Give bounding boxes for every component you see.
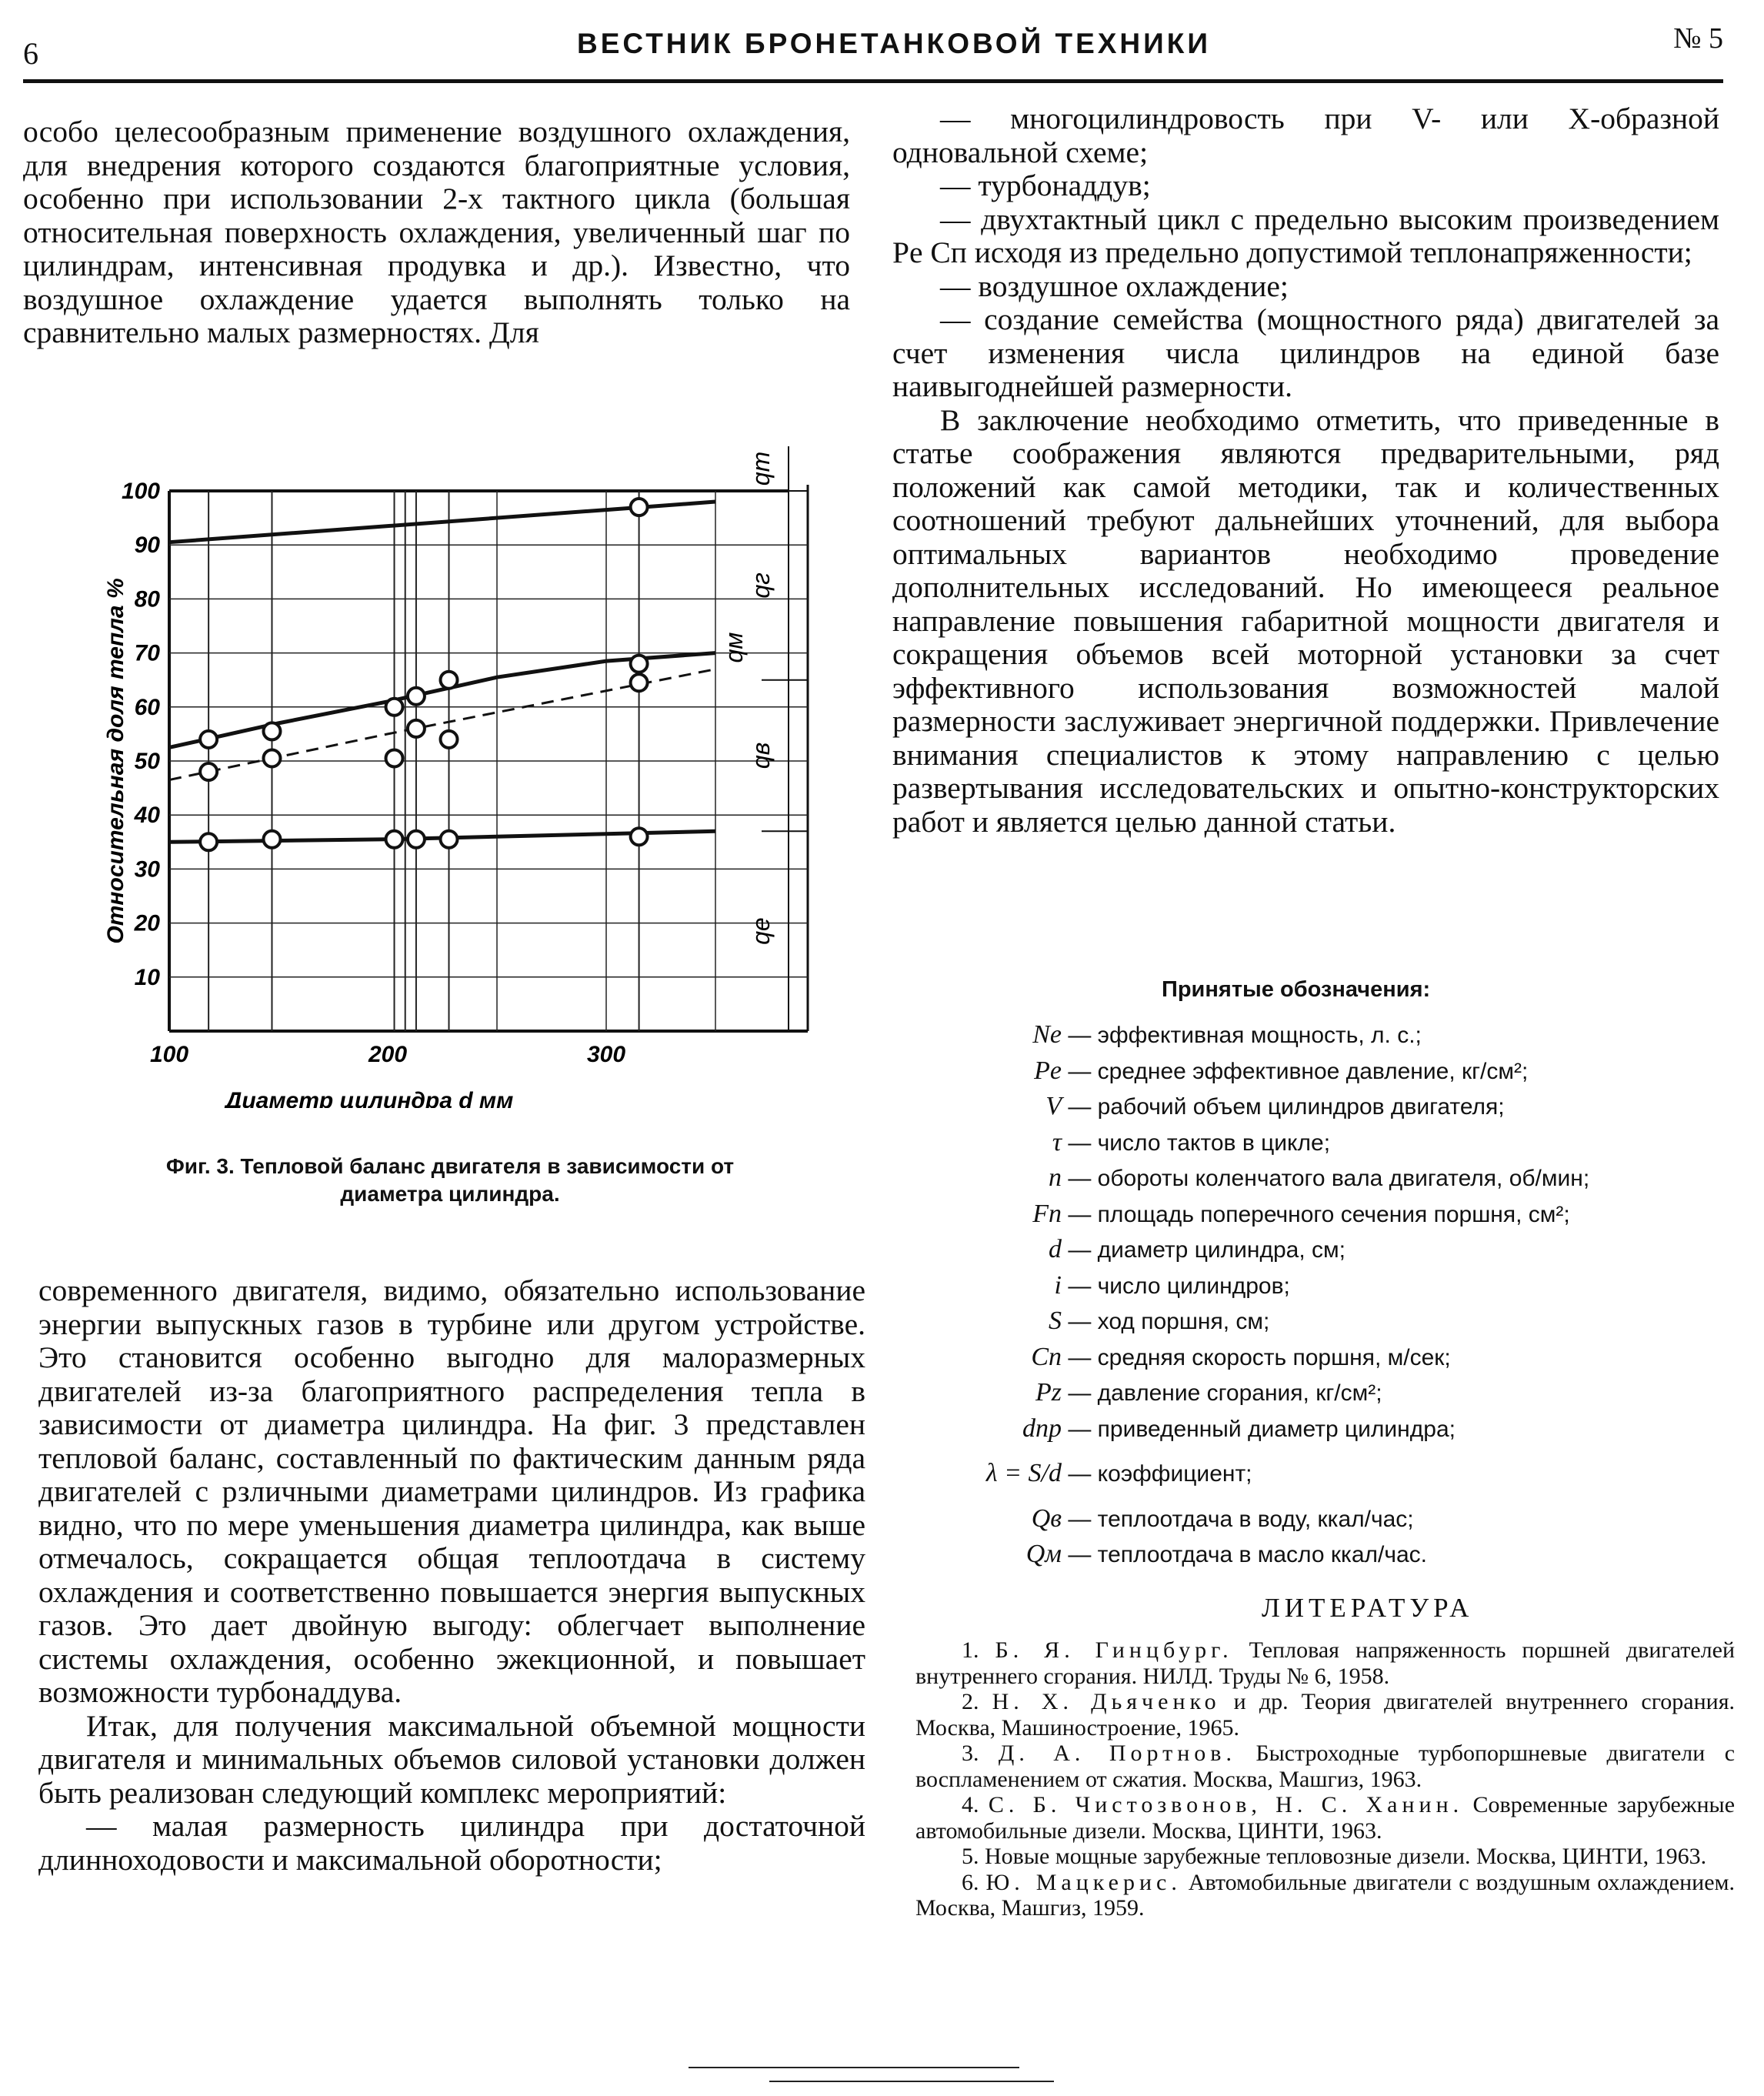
- data-point: [441, 731, 458, 748]
- reference-item: [915, 1792, 1735, 1844]
- notation-description: — средняя скорость поршня, м/сек;: [1062, 1344, 1451, 1370]
- data-point: [386, 831, 403, 848]
- data-point: [408, 831, 425, 848]
- y-tick-label: 100: [121, 479, 160, 504]
- journal-title: ВЕСТНИК БРОНЕТАНКОВОЙ ТЕХНИКИ: [577, 28, 1211, 59]
- reference-item: [915, 1741, 1735, 1792]
- reference-author: Б. Я. Гинцбург.: [995, 1637, 1233, 1663]
- notation-symbol: Cп: [1031, 1342, 1062, 1371]
- notation-symbol: S: [1049, 1307, 1062, 1335]
- reference-author: Н. Х. Дьяченко: [992, 1689, 1221, 1714]
- notation-symbol: d: [1049, 1235, 1062, 1263]
- notation-item: [908, 1200, 1570, 1235]
- notation-symbol: n: [1049, 1163, 1062, 1192]
- notation-symbol: τ: [1052, 1127, 1062, 1156]
- notation-symbol: Qв: [1031, 1504, 1062, 1533]
- x-tick-label: 300: [586, 1042, 626, 1067]
- figure-heat-balance: [92, 416, 823, 1108]
- x-tick-label: 200: [368, 1042, 408, 1067]
- reference-item: [915, 1870, 1735, 1921]
- notation-description: — площадь поперечного сечения поршня, см²;: [1062, 1201, 1570, 1227]
- notation-description: — теплоотдача в воду, ккал/час;: [1062, 1506, 1414, 1532]
- reference-author: С. Б. Чистозвонов, Н. С. Ханин.: [988, 1792, 1464, 1817]
- notation-description: — диаметр цилиндра, см;: [1062, 1237, 1346, 1263]
- data-point: [631, 499, 648, 516]
- notation-item: [908, 1128, 1330, 1163]
- notation-item: [908, 1271, 1290, 1307]
- notation-item: [908, 1504, 1414, 1540]
- reference-number: 5.: [962, 1844, 985, 1869]
- paragraph: В заключение необходимо отметить, что приведенные в статье соображения являются предварительными, ряд положений как самой методики, так и количественных соотношений требуют дальнейших уточнений, для выбора оптимальных вариантов необходимо проведение дополнительных исследований. Но имеющееся реальное направление повышения габаритной мощности двигателя и сокращения объемов всей моторной установки за счет эффективного использования возможностей малой размерности заслуживает энергичной поддержки. Привлечение внимания специалистов к этому направлению с целью развертывания исследовательских и опытно-конструкторских работ и является целью данной статьи.: [892, 402, 1719, 839]
- notation-description: — число тактов в цикле;: [1062, 1130, 1331, 1156]
- paragraph: — турбонаддув;: [940, 169, 1151, 202]
- notation-symbol: Fп: [1032, 1199, 1062, 1228]
- paragraph: особо целесообразным применение воздушного охлаждения, для внедрения которого создаются благоприятные условия, особенно при использовании 2-х тактного цикла (большая относительная поверхность охлаждения, увеличенный шаг по цилиндрам, интенсивная продувка и др.). Известно, что воздушное охлаждение удается выполнять только на сравнительно малых размерностях. Для: [23, 115, 850, 349]
- data-point: [441, 831, 458, 848]
- notation-item: [908, 1235, 1346, 1270]
- caption-line-2: диаметра цилиндра.: [340, 1182, 560, 1206]
- bracket-label: qг: [747, 572, 775, 599]
- notation-symbol: Pe: [1034, 1056, 1062, 1085]
- right-column: [892, 102, 1719, 839]
- literature-title: ЛИТЕРАТУРА: [1262, 1593, 1474, 1623]
- data-point: [631, 674, 648, 691]
- heat-balance-chart: [92, 416, 823, 1108]
- notation-symbol: V: [1045, 1092, 1062, 1120]
- y-tick-label: 50: [134, 749, 160, 774]
- data-point: [200, 731, 217, 748]
- bracket-label: qе: [747, 917, 775, 945]
- left-column-bottom: [38, 1274, 865, 1877]
- data-point: [631, 656, 648, 673]
- notation-item: [908, 1540, 1427, 1575]
- data-point: [386, 749, 403, 766]
- notation-description: — среднее эффективное давление, кг/см²;: [1062, 1058, 1529, 1084]
- notation-description: — эффективная мощность, л. с.;: [1062, 1023, 1422, 1048]
- data-point: [631, 828, 648, 845]
- left-column-top: [23, 115, 850, 350]
- notation-description: — обороты коленчатого вала двигателя, об/мин;: [1062, 1166, 1590, 1191]
- paragraph: — многоцилиндровость при V- или X-образной одновальной схеме;: [892, 102, 1719, 169]
- notation-symbol: i: [1054, 1270, 1062, 1300]
- notation-description: — рабочий объем цилиндров двигателя;: [1062, 1094, 1505, 1120]
- y-tick-label: 80: [134, 586, 160, 612]
- notation-symbol: dпр: [1022, 1413, 1062, 1443]
- paragraph: — двухтактный цикл с предельно высоким произведением Pe Cп исходя из предельно допустимой теплонапряженности;: [892, 202, 1719, 269]
- literature-list: [915, 1637, 1735, 1921]
- reference-text: Современные зарубежные автомобильные дизели. Москва, ЦИНТИ, 1963.: [915, 1792, 1736, 1844]
- notation-item: [908, 1307, 1269, 1342]
- y-tick-label: 70: [134, 640, 160, 666]
- header-rule: [23, 79, 1723, 83]
- notation-description: — число цилиндров;: [1062, 1273, 1290, 1299]
- notation-item: [908, 1020, 1422, 1056]
- notation-item: [908, 1414, 1456, 1450]
- notation-symbol: Ne: [1032, 1020, 1062, 1049]
- reference-number: 4.: [962, 1792, 989, 1817]
- reference-item: [915, 1637, 1735, 1689]
- reference-number: 6.: [962, 1869, 986, 1895]
- reference-text: и др. Теория двигателей внутреннего сгорания. Москва, Машиностроение, 1965.: [915, 1689, 1735, 1741]
- data-point: [386, 699, 403, 716]
- x-tick-label: 100: [149, 1042, 189, 1067]
- data-point: [200, 763, 217, 780]
- reference-item: [915, 1844, 1735, 1870]
- y-tick-label: 60: [134, 694, 160, 720]
- paragraph: Итак, для получения максимальной объемной мощности двигателя и минимальных объемов силовой установки должен быть реализован следующий комплекс мероприятий:: [38, 1708, 865, 1810]
- reference-number: 1.: [962, 1637, 995, 1663]
- footer-rule: [689, 2067, 1019, 2068]
- bracket-label: qт: [747, 451, 775, 486]
- footer-rule: [769, 2081, 1054, 2082]
- notation-symbol: Qм: [1025, 1540, 1062, 1568]
- bracket-label: qв: [747, 742, 775, 769]
- reference-text: Тепловая напряженность поршней двигателей внутреннего сгорания. НИЛД. Труды № 6, 1958.: [915, 1637, 1736, 1689]
- reference-text: Автомобильные двигатели с воздушным охлаждением. Москва, Машгиз, 1959.: [915, 1869, 1736, 1921]
- reference-author: Ю. Мацкерис.: [985, 1869, 1182, 1895]
- notation-title: Принятые обозначения:: [1162, 977, 1431, 1002]
- paragraph: — создание семейства (мощностного ряда) двигателей за счет изменения числа цилиндров на единой базе наивыгоднейшей размерности.: [892, 302, 1719, 403]
- data-point: [263, 831, 280, 848]
- data-point: [263, 723, 280, 739]
- page-number: 6: [23, 36, 38, 71]
- reference-text: Быстроходные турбопоршневые двигатели с воспламенением от сжатия. Москва, Машгиз, 1963.: [915, 1741, 1736, 1792]
- notation-description: — коэффициент;: [1062, 1461, 1252, 1487]
- y-axis-label: Относительная доля тепла %: [103, 578, 128, 944]
- notation-description: — давление сгорания, кг/см²;: [1062, 1380, 1382, 1406]
- caption-line-1: Фиг. 3. Тепловой баланс двигателя в зависимости от: [165, 1154, 735, 1178]
- reference-author: Д. А. Портнов.: [998, 1741, 1236, 1766]
- notation-item: [908, 1056, 1528, 1092]
- paragraph: современного двигателя, видимо, обязательно использование энергии выпускных газов в турбине или другом устройстве. Это становится особенно выгодно для малоразмерных двигателей из-за благоприятного распределения тепла в зависимости от диаметра цилиндра. На фиг. 3 представлен тепловой баланс, составленный по фактическим данным ряда двигателей с рзличными диаметрами цилиндров. Из графика видно, что по мере уменьшения диаметра цилиндра, как выше отмечалось, сокращается общая теплоотдача в систему охлаждения и соответственно повышается энергия выпускных газов. Это дает двойную выгоду: облегчает выполнение системы охлаждения, особенно эжекционной, и повышает возможности турбонаддува.: [38, 1273, 865, 1709]
- notation-description: — ход поршня, см;: [1062, 1309, 1270, 1334]
- y-tick-label: 30: [134, 856, 160, 883]
- notation-item: [908, 1343, 1451, 1378]
- data-point: [263, 749, 280, 766]
- paragraph: — малая размерность цилиндра при достаточной длинноходовости и максимальной оборотности;: [38, 1809, 865, 1877]
- bracket-label: qм: [720, 632, 748, 663]
- x-axis-label: Диаметр цилиндра d мм: [225, 1088, 514, 1108]
- issue-number: № 5: [1673, 22, 1723, 55]
- y-tick-label: 90: [134, 532, 160, 559]
- figure-caption: [69, 1153, 831, 1208]
- reference-number: 2.: [962, 1689, 992, 1714]
- page-header: [23, 22, 1723, 71]
- paragraph: — воздушное охлаждение;: [940, 269, 1289, 303]
- notation-item: [908, 1092, 1505, 1127]
- data-point: [200, 833, 217, 850]
- data-point: [408, 688, 425, 705]
- data-point: [441, 672, 458, 689]
- y-tick-label: 40: [134, 803, 160, 829]
- notation-item: [908, 1163, 1589, 1199]
- reference-item: [915, 1689, 1735, 1741]
- y-tick-label: 10: [134, 964, 160, 990]
- notation-item: [908, 1378, 1382, 1413]
- reference-number: 3.: [962, 1741, 999, 1766]
- notation-description: — приведенный диаметр цилиндра;: [1062, 1416, 1456, 1442]
- notation-item: [908, 1459, 1252, 1494]
- notation-description: — теплоотдача в масло ккал/час.: [1062, 1542, 1428, 1567]
- notation-symbol: Pz: [1035, 1378, 1062, 1407]
- data-point: [408, 720, 425, 737]
- notation-symbol: λ = S/d: [985, 1459, 1062, 1487]
- reference-text: Новые мощные зарубежные тепловозные дизели. Москва, ЦИНТИ, 1963.: [985, 1844, 1707, 1869]
- y-tick-label: 20: [134, 910, 160, 936]
